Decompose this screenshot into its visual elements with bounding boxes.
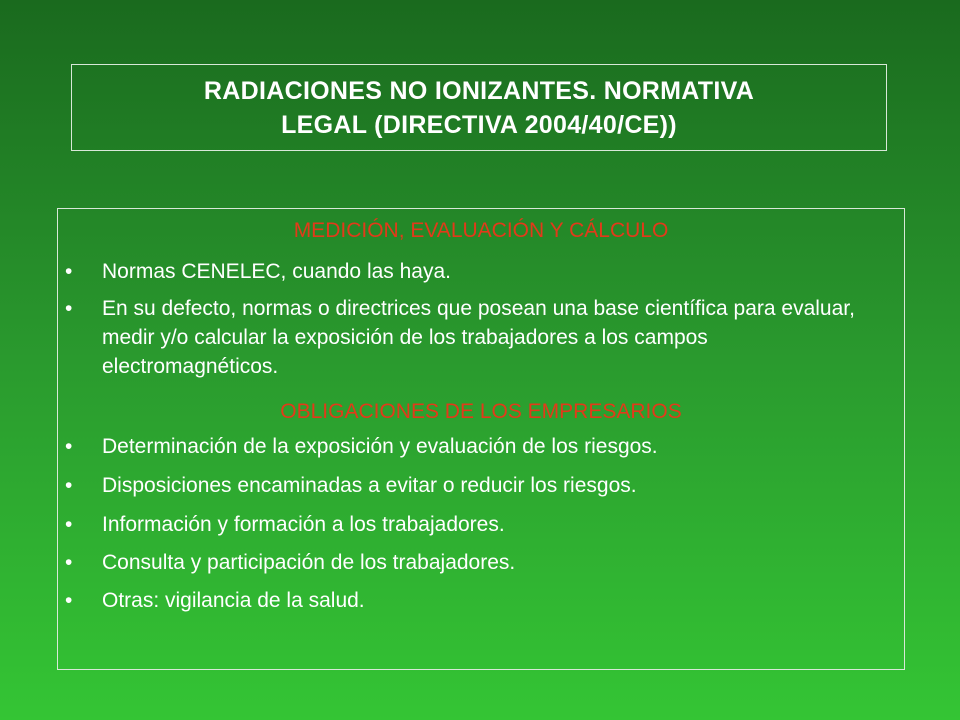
bullet-icon: • xyxy=(65,435,73,458)
bullet-text: Otras: vigilancia de la salud. xyxy=(102,589,365,612)
bullet-icon: • xyxy=(65,513,73,536)
bullet-item xyxy=(65,294,884,381)
bullet-text: Consulta y participación de los trabajadores. xyxy=(102,551,516,574)
bullet-item xyxy=(65,510,884,539)
slide-content-box xyxy=(57,208,905,670)
slide-title-box xyxy=(71,64,887,151)
bullet-item xyxy=(65,471,884,500)
bullet-item xyxy=(65,586,884,615)
bullet-item xyxy=(65,432,884,461)
bullet-text: Información y formación a los trabajadores. xyxy=(102,513,505,536)
bullet-text: Disposiciones encaminadas a evitar o reducir los riesgos. xyxy=(102,474,637,497)
slide-title-line-1: RADIACIONES NO IONIZANTES. NORMATIVA xyxy=(203,76,755,105)
bullet-icon: • xyxy=(65,551,73,574)
bullet-text: Determinación de la exposición y evaluación de los riesgos. xyxy=(102,435,658,458)
bullet-icon: • xyxy=(65,297,73,320)
bullet-icon: • xyxy=(65,589,73,612)
section-heading-obligaciones: OBLIGACIONES DE LOS EMPRESARIOS xyxy=(280,400,682,423)
bullet-item xyxy=(65,548,884,577)
slide-title xyxy=(204,74,754,142)
bullet-icon: • xyxy=(65,474,73,497)
bullet-text: En su defecto, normas o directrices que posean una base científica para evaluar, medir y/o calcular la exposición de los trabajadores a los campos electromagnéticos. xyxy=(102,297,855,378)
slide-title-line-2: LEGAL (DIRECTIVA 2004/40/CE)) xyxy=(281,110,677,139)
bullet-icon: • xyxy=(65,260,73,283)
bullet-item xyxy=(65,257,884,286)
section-heading-medicion: MEDICIÓN, EVALUACIÓN Y CÁLCULO xyxy=(293,219,669,242)
bullet-text: Normas CENELEC, cuando las haya. xyxy=(102,260,451,283)
